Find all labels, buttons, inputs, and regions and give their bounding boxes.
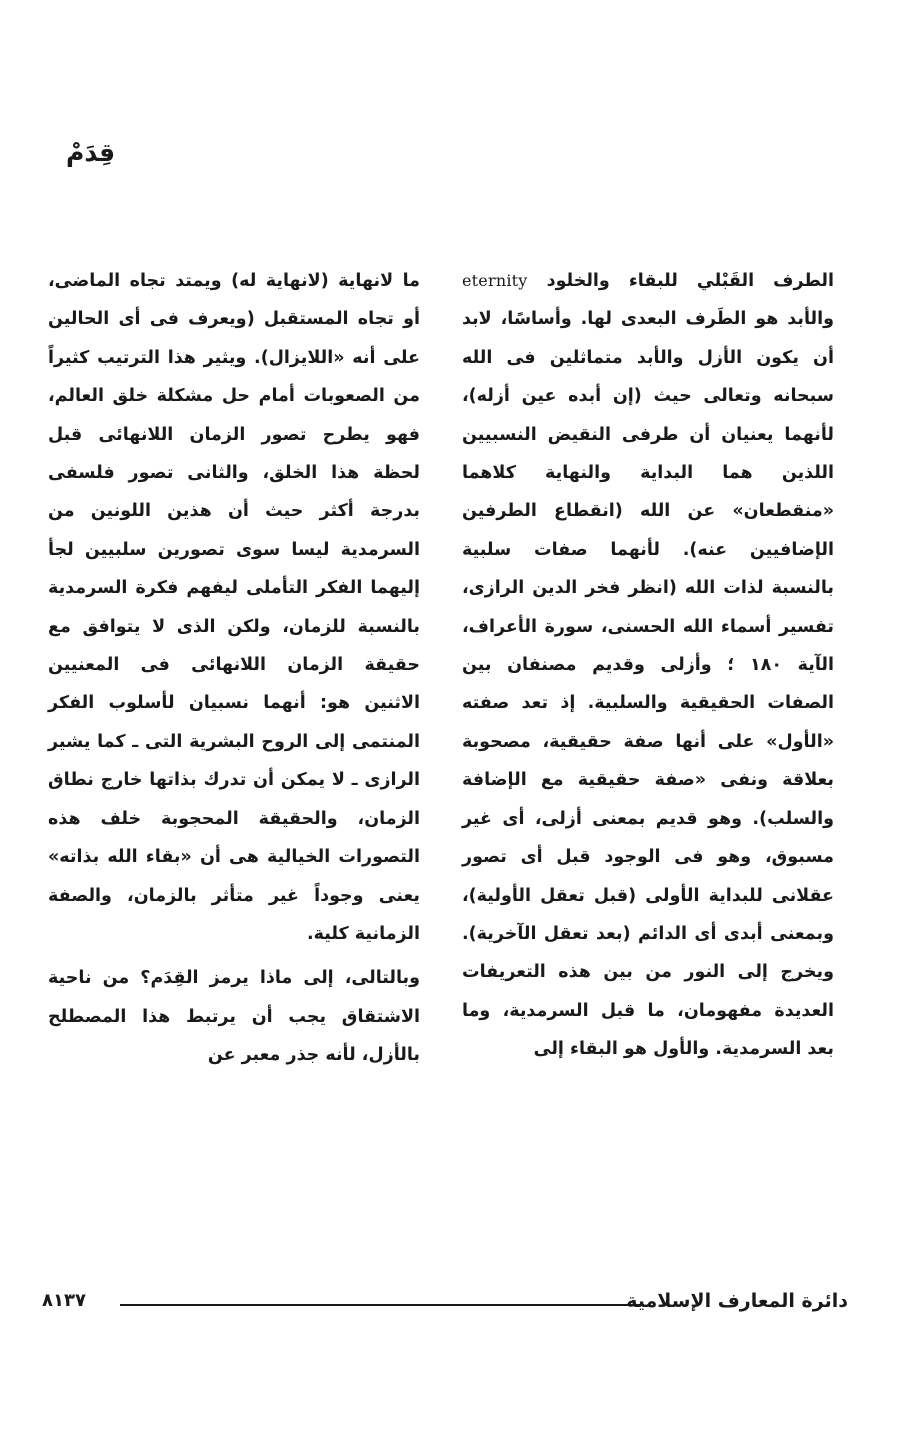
page-footer xyxy=(42,1290,848,1318)
paragraph xyxy=(462,262,834,1069)
paragraph-text: الطرف القَبْلي للبقاء والخلود xyxy=(546,271,834,291)
page-number: ٨١٣٧ xyxy=(42,1290,86,1311)
paragraph: وبالتالى، إلى ماذا يرمز القِدَم؟ من ناحية الاشتقاق يجب أن يرتبط هذا المصطلح بالأزل، لأنه جذر معبر عن xyxy=(48,968,420,1066)
text-column-left xyxy=(48,262,420,1075)
paragraph-text: والأبد هو الطَرف البعدى لها. وأساسًا، لابد أن يكون الأزل والأبد متماثلين فى الله سبحانه وتعالى حيث (إن أبده عين أزله)، لأنهما يعنيان أن طرفى النقيض النسبيين اللذين هما البداية والنهاية كلاهما «منقطعان» عن الله (انقطاع الطرفين الإضافيين عنه). لأنهما صفات سلبية بالنسبة لذات الله (انظر فخر الدين الرازى، تفسير أسماء الله الحسنى، سورة الأعراف، الآية ١٨٠ ؛ وأزلى وقديم مصنفان بين الصفات الحقيقية والسلبية. إذ تعد صفته «الأول» على أنها صفة حقيقية، مصحوبة بعلاقة ونفى «صفة حقيقية مع الإضافة والسلب). وهو قديم بمعنى أزلى، أى غير مسبوق، وهو فى الوجود قبل أى تصور عقلانى للبداية الأولى (قبل تعقل الأولية)، وبمعنى أبدى أى الدائم (بعد تعقل الآخرية). ويخرج إلى النور من بين هذه التعريفات العديدة مفهومان، ما قبل السرمدية، وما بعد السرمدية. والأول هو البقاء إلى xyxy=(462,309,835,1060)
footer-divider xyxy=(120,1304,644,1306)
paragraph: ما لانهاية (لانهاية له) ويمتد تجاه الماضى، أو تجاه المستقبل (ويعرف فى أى الحالين على أنه «اللايزال). ويثير هذا الترتيب كثيراً من الصعوبات أمام حل مشكلة خلق العالم، فهو يطرح تصور الزمان اللانهائى قبل لحظة هذا الخلق، والثانى تصور فلسفى بدرجة أكثر حيث أن هذين اللونين من السرمدية ليسا سوى تصورين سلبيين لجأ إليهما الفكر التأملى ليفهم فكرة السرمدية بالنسبة للزمان، ولكن الذى لا يتوافق مع حقيقة الزمان اللانهائى فى المعنيين الاثنين هو: أنهما نسبيان لأسلوب الفكر المنتمى إلى الروح البشرية التى ـ كما يشير الرازى ـ لا يمكن أن تدرك بذاتها خارج نطاق الزمان، والحقيقة المحجوبة خلف هذه التصورات الخيالية هى أن «بقاء الله بذاته» يعنى وجوداً غير متأثر بالزمان، والصفة الزمانية كلية. xyxy=(48,271,420,944)
publication-title: دائرة المعارف الإسلامية xyxy=(626,1290,848,1312)
text-column-right xyxy=(462,262,834,1069)
running-head: قِدَمْ xyxy=(66,138,116,167)
latin-term: eternity xyxy=(462,271,528,290)
